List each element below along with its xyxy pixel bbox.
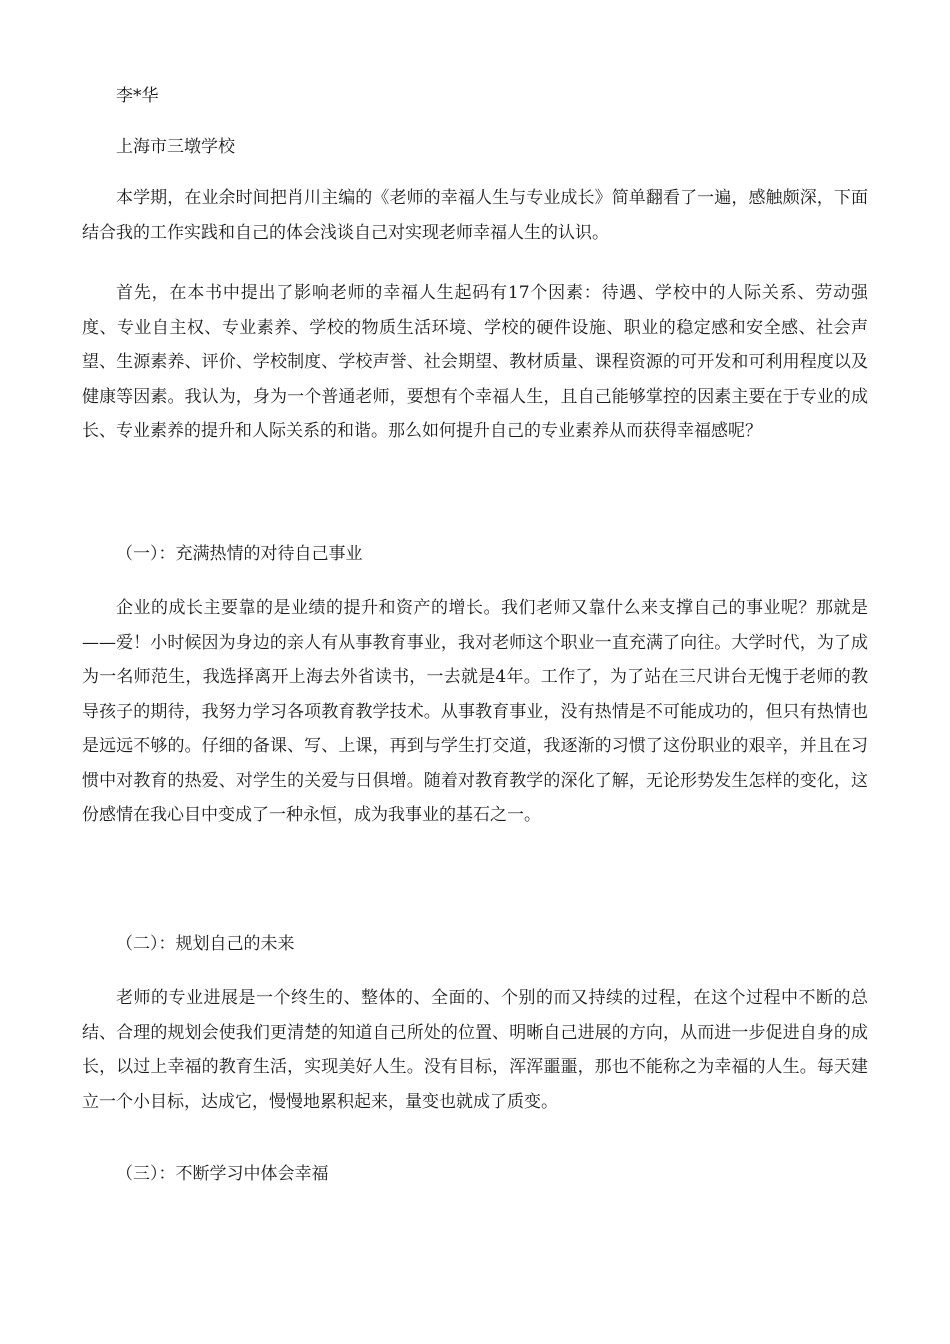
- section-2-paragraph: 老师的专业进展是一个终生的、整体的、全面的、个别的而又持续的过程，在这个过程中不断的总结、合理的规划会使我们更清楚的知道自己所处的位置、明晰自己进展的方向，从而进一步促进自身的成长，以过上幸福的教育生活，实现美好人生。没有目标，浑浑噩噩，那也不能称之为幸福的人生。每天建立一个小目标，达成它，慢慢地累积起来，量变也就成了质变。: [82, 988, 868, 1112]
- intro-paragraph: 本学期，在业余时间把肖川主编的《老师的幸福人生与专业成长》简单翻看了一遍，感触颇深，下面结合我的工作实践和自己的体会浅谈自己对实现老师幸福人生的认识。: [82, 188, 868, 243]
- factors-paragraph: 首先，在本书中提出了影响老师的幸福人生起码有17个因素：待遇、学校中的人际关系、劳动强度、专业自主权、专业素养、学校的物质生活环境、学校的硬件设施、职业的稳定感和安全感、社会声望、生源素养、评价、学校制度、学校声誉、社会期望、教材质量、课程资源的可开发和可利用程度以及健康等因素。我认为，身为一个普通老师，要想有个幸福人生，且自己能够掌控的因素主要在于专业的成长、专业素养的提升和人际关系的和谐。那么如何提升自己的专业素养从而获得幸福感呢？: [82, 283, 868, 441]
- section-1-paragraph: 企业的成长主要靠的是业绩的提升和资产的增长。我们老师又靠什么来支撑自己的事业呢？那就是——爱！小时候因为身边的亲人有从事教育事业，我对老师这个职业一直充满了向往。大学时代，为了成为一名师范生，我选择离开上海去外省读书，一去就是4年。工作了，为了站在三尺讲台无愧于老师的教导孩子的期待，我努力学习各项教育教学技术。从事教育事业，没有热情是不可能成功的，但只有热情也是远远不够的。仔细的备课、写、上课，再到与学生打交道，我逐渐的习惯了这份职业的艰辛，并且在习惯中对教育的热爱、对学生的关爱与日俱增。随着对教育教学的深化了解，无论形势发生怎样的变化，这份感情在我心目中变成了一种永恒，成为我事业的基石之一。: [82, 598, 868, 825]
- section-heading-3: （三）：不断学习中体会幸福: [116, 1164, 329, 1184]
- section-heading-1: （一）：充满热情的对待自己事业: [116, 544, 363, 564]
- school-name: 上海市三墩学校: [116, 137, 235, 157]
- section-heading-2: （二）：规划自己的未来: [116, 934, 295, 954]
- author-name: 李*华: [116, 86, 159, 106]
